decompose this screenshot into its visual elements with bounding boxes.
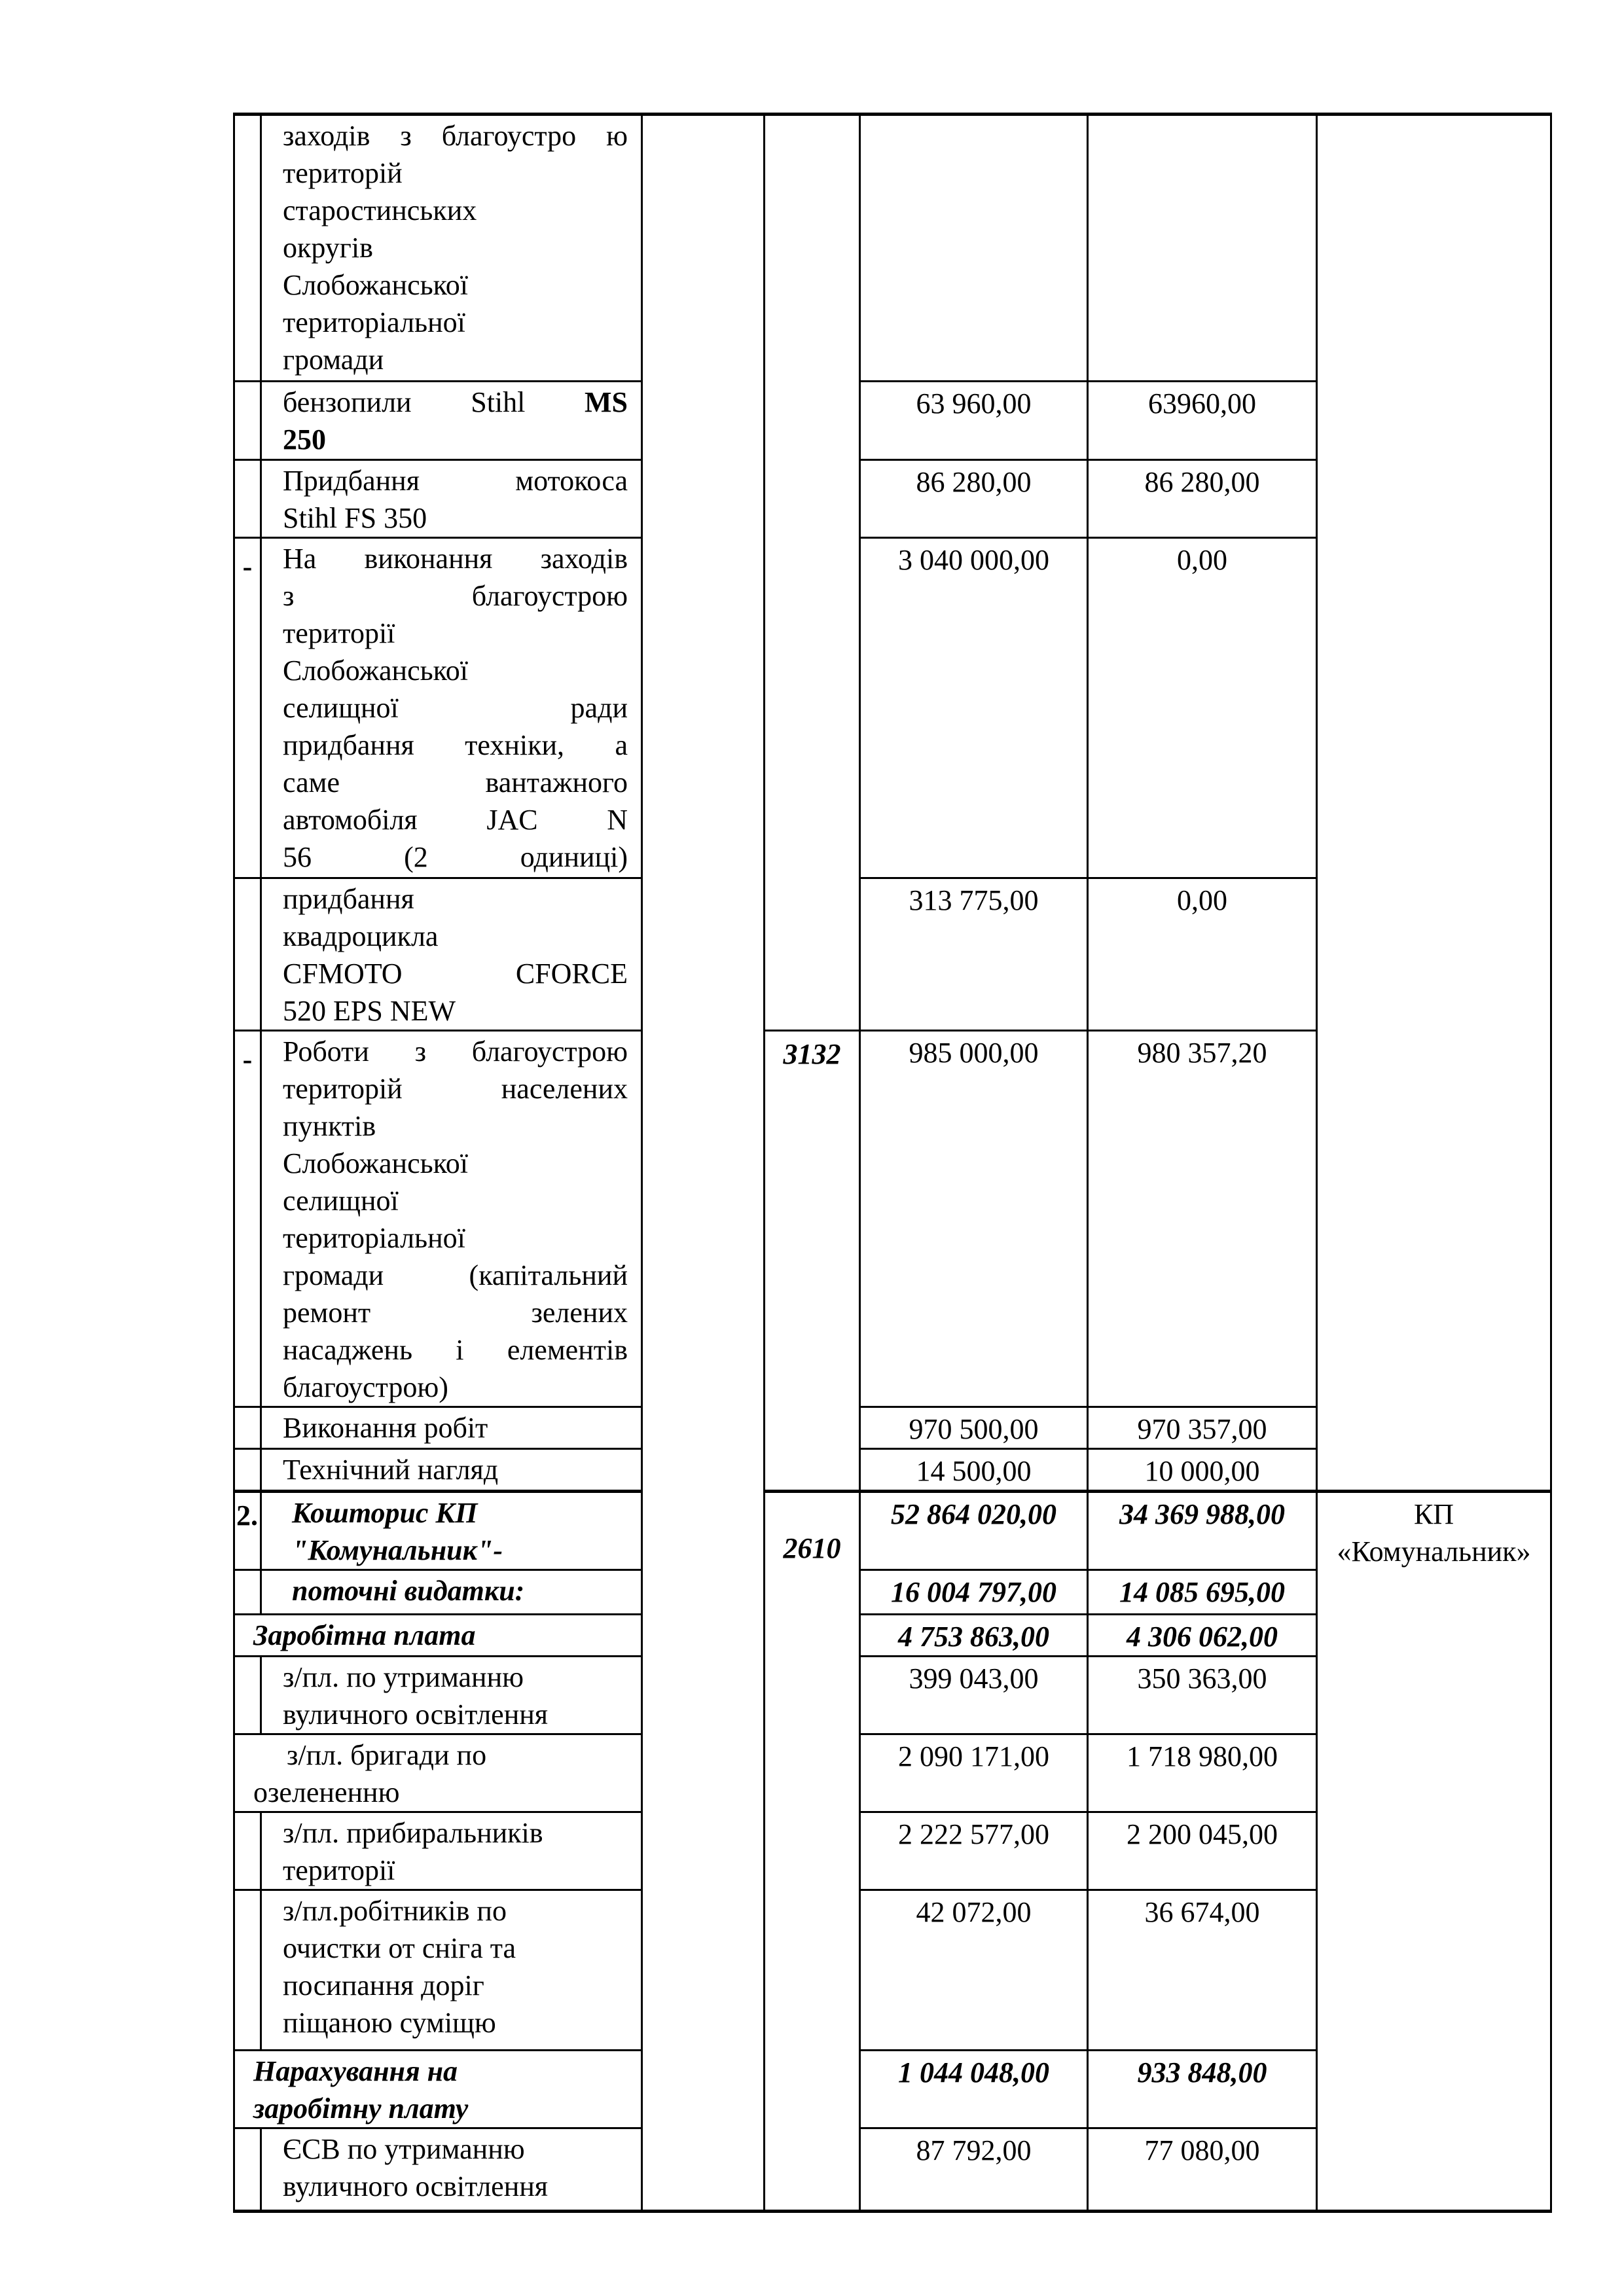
row-marker-cell [234,2128,261,2212]
amount-fact-cell: 1 718 980,00 [1088,1734,1317,1812]
organization-cell [1317,1492,1551,2212]
row-marker-cell [234,1657,261,1734]
amount-fact-cell: 2 200 045,00 [1088,1812,1317,1890]
amount-fact-cell: 86 280,00 [1088,460,1317,538]
description-line: придбання техніки, а [283,729,628,761]
kekv-code-cell [765,1492,860,2212]
description-line: територій [283,157,403,189]
description-line: вуличного освітлення [283,1698,549,1731]
description-line: Stihl FS 350 [283,502,427,534]
description-line: піщаною суміщю [283,2007,496,2039]
description-cell [261,538,642,878]
description-line: поточні видатки: [292,1575,525,1607]
organization-name-line: «Комунальник» [1337,1535,1531,1568]
description-line: Слобожанської [283,1147,469,1179]
amount-fact-cell: 77 080,00 [1088,2128,1317,2212]
amount-fact-cell: 4 306 062,00 [1088,1615,1317,1657]
description-line: Заробітна плата [253,1619,476,1651]
amount-plan-cell: 3 040 000,00 [860,538,1088,878]
amount-plan-cell: 985 000,00 [860,1031,1088,1407]
amount-plan-cell: 313 775,00 [860,878,1088,1031]
description-line: Слобожанської [283,655,469,687]
description-line: CFMOTO CFORCE [283,958,628,990]
amount-fact-cell: 34 369 988,00 [1088,1492,1317,1570]
amount-fact-cell: 0,00 [1088,538,1317,878]
amount-plan-cell: 42 072,00 [860,1890,1088,2051]
description-line: території [283,617,395,649]
description-cell [234,2051,642,2128]
description-cell [261,1031,642,1407]
row-marker-cell: 2. [234,1492,261,1570]
kekv-code-cell [765,115,860,1031]
description-line: саме вантажного [283,766,628,798]
description-line: селищної ради [283,692,628,724]
description-cell [261,878,642,1031]
amount-plan-cell: 16 004 797,00 [860,1570,1088,1615]
description-cell [261,1407,642,1449]
description-line: з/пл. по утриманню [283,1661,524,1693]
description-cell [261,1890,642,2051]
bold-text-segment: MS [585,386,628,418]
row-marker-cell [234,1570,261,1615]
amount-fact-cell: 980 357,20 [1088,1031,1317,1407]
table-row [234,115,1551,382]
description-line: посипання доріг [283,1969,484,2001]
organization-spacer-cell [1317,115,1551,1492]
description-cell [261,1812,642,1890]
amount-fact-cell: 63960,00 [1088,382,1317,460]
description-line: насаджень і елементів [283,1334,628,1366]
description-line: квадроцикла [283,920,439,952]
row-marker-cell: - [234,538,261,878]
row-marker-cell [234,115,261,382]
organization-name-line: КП [1413,1498,1454,1530]
kekv-code-value: 2610 [783,1532,841,1564]
bold-text-segment: 250 [283,423,326,456]
budget-table [233,113,1552,2213]
description-line: з/пл.робітників по [283,1895,507,1927]
amount-fact-cell: 933 848,00 [1088,2051,1317,2128]
description-line: вуличного освітлення [283,2170,549,2202]
description-line: ЄСВ по утриманню [283,2133,525,2165]
kekv-code-cell [765,1031,860,1492]
description-cell [261,1492,642,1570]
amount-plan-cell: 399 043,00 [860,1657,1088,1734]
amount-fact-cell: 14 085 695,00 [1088,1570,1317,1615]
amount-plan-cell: 2 222 577,00 [860,1812,1088,1890]
description-cell [261,115,642,382]
description-line: Роботи з благоустрою [283,1035,628,1067]
description-cell [261,1570,642,1615]
amount-plan-cell: 52 864 020,00 [860,1492,1088,1570]
amount-plan-cell: 87 792,00 [860,2128,1088,2212]
description-cell [261,1657,642,1734]
amount-fact-cell: 0,00 [1088,878,1317,1031]
text-segment: бензопили [283,386,471,418]
text-segment: Stihl [471,386,585,418]
row-marker-cell [234,1890,261,2051]
description-cell [261,460,642,538]
description-line: заробітну плату [253,2092,469,2125]
description-line: округів [283,232,373,264]
amount-plan-cell: 4 753 863,00 [860,1615,1088,1657]
row-marker-cell [234,382,261,460]
row-marker-cell [234,878,261,1031]
description-line: 56 (2 одиниці) [283,841,628,873]
amount-plan-cell: 14 500,00 [860,1449,1088,1492]
row-marker-cell [234,1812,261,1890]
amount-plan-cell: 2 090 171,00 [860,1734,1088,1812]
description-line: громади (капітальний [283,1259,628,1291]
amount-fact-cell: 970 357,00 [1088,1407,1317,1449]
description-line: Нарахування на [253,2055,458,2087]
description-cell [261,2128,642,2212]
amount-fact-cell [1088,115,1317,382]
description-line: територіальної [283,1222,465,1254]
description-line: автомобіля JAC N [283,804,628,836]
description-line [283,421,628,458]
description-line: громади [283,344,384,376]
amount-plan-cell [860,115,1088,382]
amount-plan-cell: 970 500,00 [860,1407,1088,1449]
row-marker-cell: - [234,1031,261,1407]
description-line: Кошторис КП [292,1497,478,1529]
description-line: 520 EPS NEW [283,995,456,1027]
description-line: На виконання заходів [283,543,628,575]
amount-plan-cell: 63 960,00 [860,382,1088,460]
amount-plan-cell: 86 280,00 [860,460,1088,538]
description-line: очистки от сніга та [283,1932,516,1964]
description-line: Технічний нагляд [283,1454,499,1486]
description-line: старостинських [283,194,477,226]
description-line: з/пл. бригади по [287,1739,487,1771]
kekv-spacer-cell [642,115,765,2212]
description-line: територіальної [283,306,465,338]
description-line: Придбання мотокоса [283,465,628,497]
description-line: Слобожанської [283,269,469,301]
table-row [234,1492,1551,1570]
description-line: ремонт зелених [283,1297,628,1329]
kekv-code-value: 3132 [783,1038,841,1070]
description-cell [234,1615,642,1657]
description-line: з благоустрою [283,580,628,612]
description-line: селищної [283,1185,399,1217]
amount-fact-cell: 36 674,00 [1088,1890,1317,2051]
description-cell [234,1734,642,1812]
description-line: заходів з благоустро ю [283,120,628,152]
description-line: озелененню [253,1776,400,1808]
description-line: з/пл. прибиральників [283,1817,543,1849]
description-line: території [283,1854,395,1886]
row-marker-cell [234,1449,261,1492]
amount-fact-cell: 10 000,00 [1088,1449,1317,1492]
description-line: "Комунальник"- [292,1534,503,1566]
description-line: Виконання робіт [283,1412,488,1444]
description-line: придбання [283,883,414,915]
description-line: територій населених [283,1073,628,1105]
description-cell [261,382,642,460]
description-line [283,384,628,421]
description-line: пунктів [283,1110,376,1142]
amount-plan-cell: 1 044 048,00 [860,2051,1088,2128]
description-cell [261,1449,642,1492]
amount-fact-cell: 350 363,00 [1088,1657,1317,1734]
row-marker-cell [234,1407,261,1449]
description-line: благоустрою) [283,1371,448,1403]
row-marker-cell [234,460,261,538]
